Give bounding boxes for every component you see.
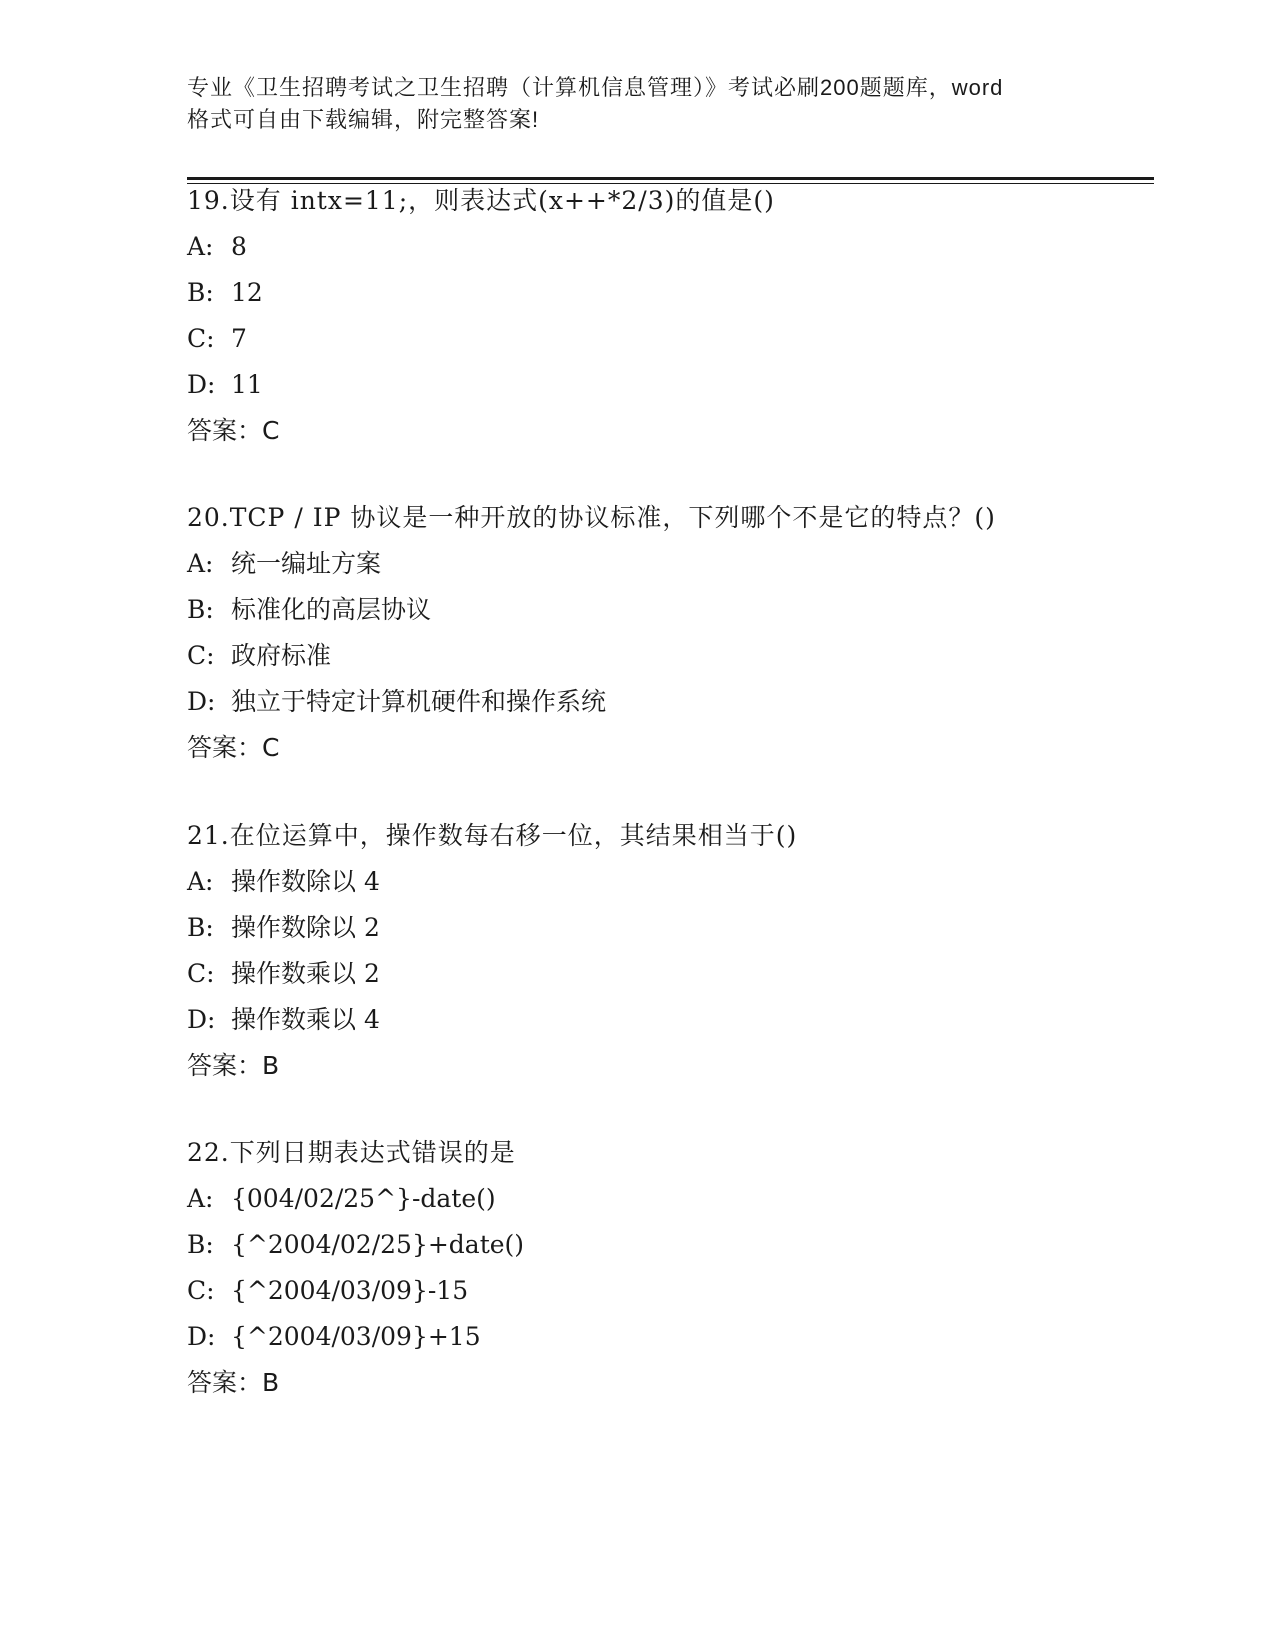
option-text: 12 [231, 278, 263, 307]
option-text: 标准化的高层协议 [231, 595, 432, 624]
option-b [187, 1222, 1167, 1268]
option-text: 7 [231, 324, 247, 353]
option-key: D: [187, 370, 216, 399]
option-text: 统一编址方案 [231, 549, 382, 578]
option-c [187, 951, 1167, 997]
option-key: B: [187, 1230, 214, 1259]
option-key: D: [187, 1322, 216, 1351]
option-c [187, 633, 1167, 679]
option-a [187, 541, 1167, 587]
option-key: C: [187, 1276, 215, 1305]
option-text: {^2004/02/25}+date() [231, 1230, 525, 1259]
option-d [187, 997, 1167, 1043]
option-key: A: [187, 549, 214, 578]
option-c [187, 316, 1167, 362]
option-c [187, 1268, 1167, 1314]
option-text: 操作数乘以 2 [231, 959, 380, 988]
option-key: B: [187, 913, 214, 942]
option-text: {^2004/03/09}-15 [231, 1276, 469, 1305]
option-key: C: [187, 641, 215, 670]
option-text: {004/02/25^}-date() [231, 1184, 496, 1213]
option-key: A: [187, 867, 214, 896]
option-d [187, 362, 1167, 408]
option-text: 操作数除以 2 [231, 913, 380, 942]
question-stem: 21.在位运算中，操作数每右移一位，其结果相当于() [187, 821, 798, 850]
question-21 [187, 813, 1167, 1089]
question-22 [187, 1130, 1167, 1406]
question-19 [187, 178, 1167, 454]
header-line-2: 格式可自由下载编辑，附完整答案! [187, 107, 540, 132]
option-a [187, 224, 1167, 270]
option-key: A: [187, 232, 214, 261]
option-text: 11 [231, 370, 263, 399]
question-stem: 19.设有 intx=11;，则表达式(x++*2/3)的值是() [187, 186, 775, 215]
option-d [187, 679, 1167, 725]
option-a [187, 1176, 1167, 1222]
option-text: 8 [231, 232, 247, 261]
option-d [187, 1314, 1167, 1360]
option-b [187, 905, 1167, 951]
option-key: D: [187, 687, 216, 716]
answer: 答案：C [187, 416, 280, 445]
option-text: 操作数乘以 4 [231, 1005, 380, 1034]
option-text: 政府标准 [231, 641, 332, 670]
option-b [187, 270, 1167, 316]
option-key: B: [187, 278, 214, 307]
answer: 答案：B [187, 1051, 280, 1080]
question-20 [187, 495, 1167, 771]
option-text: 操作数除以 4 [231, 867, 380, 896]
question-stem: 20.TCP / IP 协议是一种开放的协议标准，下列哪个不是它的特点？() [187, 503, 996, 532]
answer: 答案：B [187, 1368, 280, 1397]
option-key: C: [187, 959, 215, 988]
question-stem: 22.下列日期表达式错误的是 [187, 1138, 516, 1167]
header-line-1: 专业《卫生招聘考试之卫生招聘（计算机信息管理）》考试必刷200题题库，word [187, 75, 1004, 100]
option-key: D: [187, 1005, 216, 1034]
option-key: C: [187, 324, 215, 353]
option-b [187, 587, 1167, 633]
document-header [187, 72, 1087, 136]
option-text: {^2004/03/09}+15 [231, 1322, 481, 1351]
option-a [187, 859, 1167, 905]
option-text: 独立于特定计算机硬件和操作系统 [231, 687, 607, 716]
option-key: A: [187, 1184, 214, 1213]
answer: 答案：C [187, 733, 280, 762]
option-key: B: [187, 595, 214, 624]
